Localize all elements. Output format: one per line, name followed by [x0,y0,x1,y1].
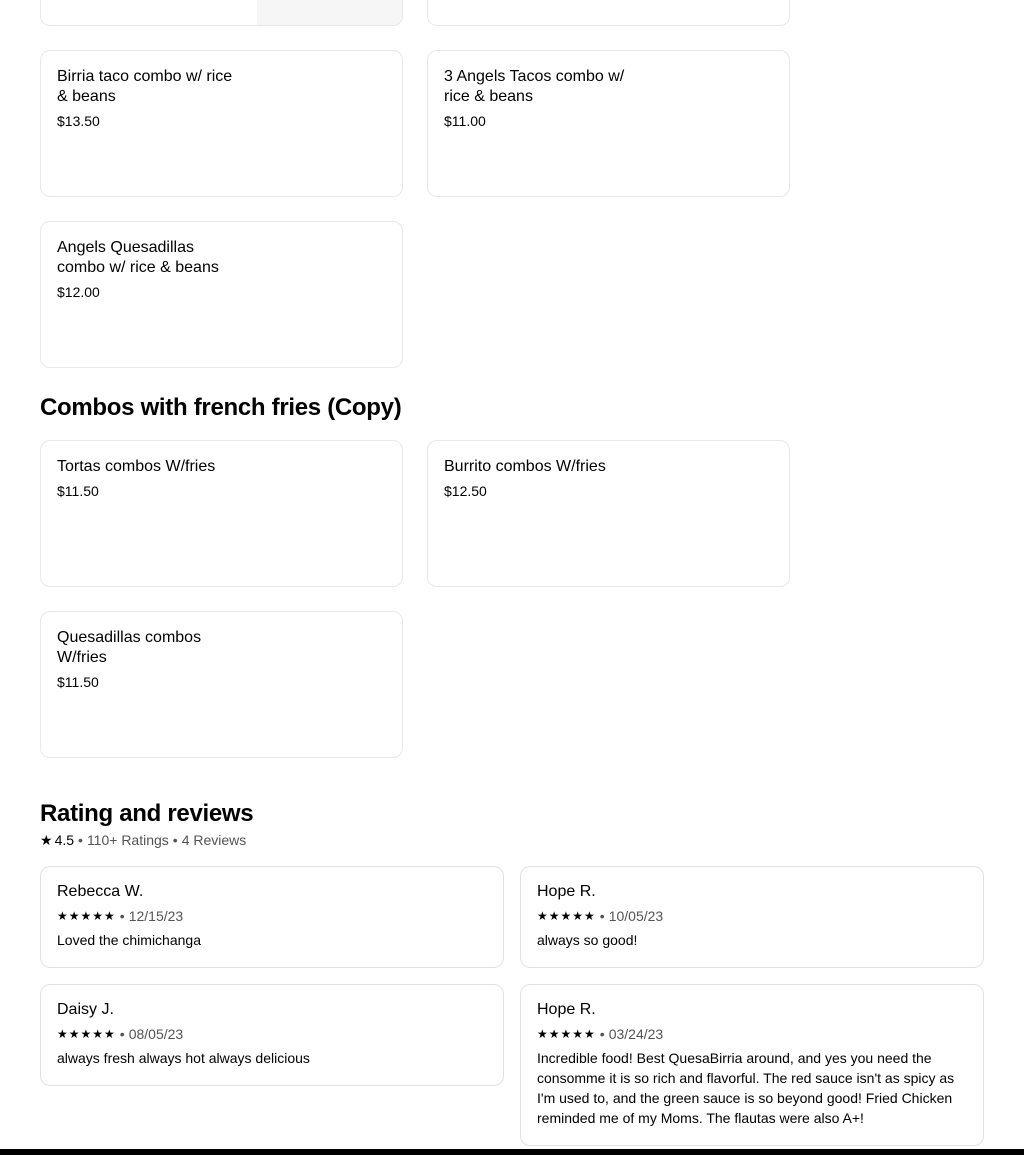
menu-item-price: $12.00 [57,284,100,300]
menu-item-title: Burrito combos W/fries [444,458,606,475]
review-meta [57,906,487,926]
separator-dot: • [172,832,178,848]
review-card [520,984,984,1146]
review-meta [537,1024,967,1044]
menu-item-image [257,0,402,26]
separator-dot: • [78,832,83,848]
reviewer-name: Daisy J. [57,1001,114,1018]
menu-item-price: $11.00 [444,113,486,129]
ratings-count: 110+ Ratings [86,832,169,848]
review-date: 08/05/23 [128,1026,184,1042]
review-text: always so good! [537,932,638,948]
review-card [40,866,504,968]
reviewer-name: Rebecca W. [57,883,144,900]
review-card [40,984,504,1086]
review-card [520,866,984,968]
review-text: Incredible food! Best QuesaBirria around, and yes you need the consomme it is so rich and flavorful. The red sauce isn't as spicy as I'm used to, and the green sauce is so beyond good! Fried Chicken reminded me of my Moms. The flautas were also A+! [537,1050,955,1126]
footer-bar [0,1149,1024,1155]
star-icon: ★ [40,832,53,848]
reviews-heading: Rating and reviews [40,800,254,827]
rating-summary [40,830,246,850]
review-date: 12/15/23 [128,908,184,924]
review-date: 03/24/23 [608,1026,664,1042]
rating-score: 4.5 [54,832,75,848]
menu-item-card[interactable] [427,440,790,587]
menu-item-price: $13.50 [57,113,100,129]
separator-dot: • [599,908,605,924]
menu-item-price: $11.50 [57,483,99,499]
star-rating-icon: ★★★★★ [537,1027,596,1041]
review-date: 10/05/23 [608,908,664,924]
reviews-count: 4 Reviews [181,832,247,848]
review-meta [537,906,967,926]
menu-item-card[interactable] [40,611,403,758]
review-text: always fresh always hot always delicious [57,1050,310,1066]
separator-dot: • [119,1026,125,1042]
reviewer-name: Hope R. [537,883,596,900]
separator-dot: • [119,908,125,924]
menu-item-title: Birria taco combo w/ rice & beans [57,68,233,105]
menu-item-title: Tortas combos W/fries [57,458,216,475]
menu-item-title: Quesadillas combos W/fries [57,629,202,666]
menu-item-card-partial[interactable] [427,0,790,26]
reviewer-name: Hope R. [537,1001,596,1018]
menu-item-title: Angels Quesadillas combo w/ rice & beans [57,239,219,276]
menu-item-card[interactable] [40,50,403,197]
star-rating-icon: ★★★★★ [537,909,596,923]
menu-item-title: 3 Angels Tacos combo w/ rice & beans [444,68,625,105]
star-rating-icon: ★★★★★ [57,909,116,923]
review-meta [57,1024,487,1044]
menu-item-card[interactable] [40,221,403,368]
section-heading: Combos with french fries (Copy) [40,394,402,421]
menu-item-price: $11.50 [57,674,99,690]
menu-item-card[interactable] [427,50,790,197]
star-rating-icon: ★★★★★ [57,1027,116,1041]
menu-item-card-partial[interactable] [40,0,403,26]
review-text: Loved the chimichanga [57,932,201,948]
menu-item-price: $12.50 [444,483,487,499]
separator-dot: • [599,1026,605,1042]
menu-item-card[interactable] [40,440,403,587]
